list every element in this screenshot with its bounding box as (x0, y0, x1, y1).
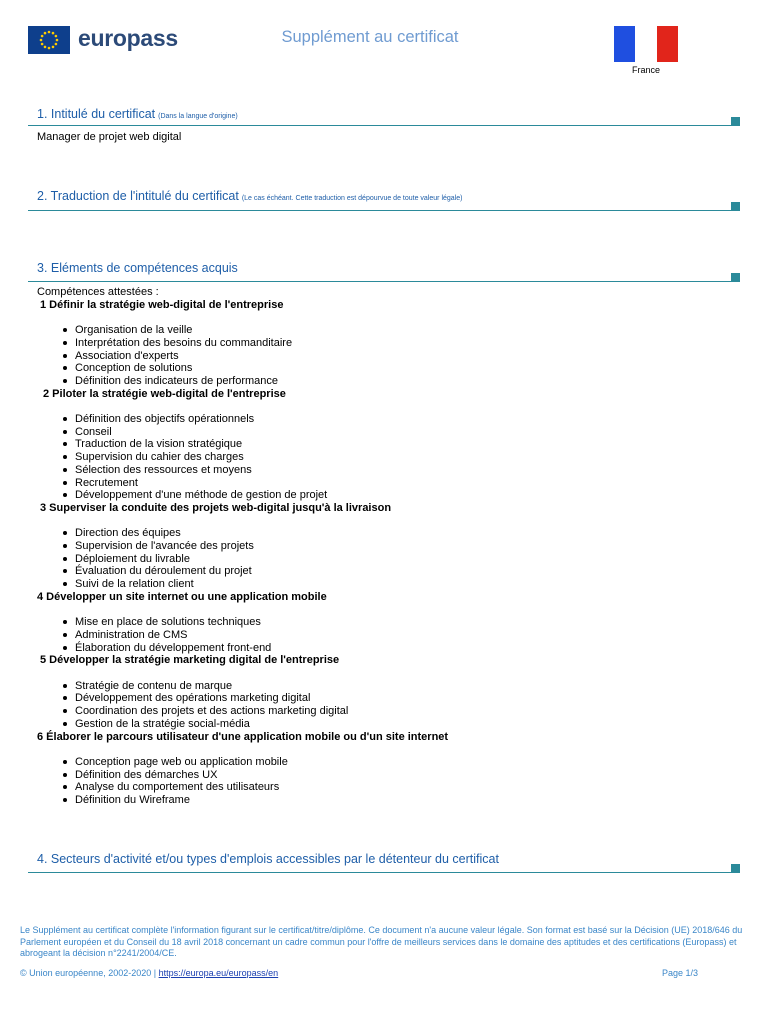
competence-block (37, 654, 717, 730)
list-item: Supervision de l'avancée des projets (37, 540, 717, 553)
page-number: Page 1/3 (662, 968, 699, 978)
list-item: Définition du Wireframe (37, 794, 717, 807)
list-item: Gestion de la stratégie social-média (37, 718, 717, 731)
competence-block (37, 731, 717, 807)
list-item: Déploiement du livrable (37, 553, 717, 566)
competence-block (37, 502, 717, 591)
list-item: Analyse du comportement des utilisateurs (37, 781, 717, 794)
section-2-heading: 2. Traduction de l'intitulé du certificat (37, 189, 239, 203)
competence-block (37, 299, 717, 388)
competence-items (37, 680, 717, 731)
list-item: Définition des indicateurs de performance (37, 375, 717, 388)
competence-items (37, 527, 717, 591)
list-item: Conception de solutions (37, 362, 717, 375)
section-2-marker (731, 202, 740, 211)
certificate-title-value: Manager de projet web digital (37, 131, 182, 143)
list-item: Stratégie de contenu de marque (37, 680, 717, 693)
competence-items (37, 616, 717, 654)
list-item: Développement d'une méthode de gestion de projet (37, 489, 717, 502)
list-item: Supervision du cahier des charges (37, 451, 717, 464)
list-item: Développement des opérations marketing digital (37, 692, 717, 705)
list-item: Suivi de la relation client (37, 578, 717, 591)
section-3-title: 3. Eléments de compétences acquis (37, 261, 238, 275)
list-item: Définition des objectifs opérationnels (37, 413, 717, 426)
europass-link[interactable]: https://europa.eu/europass/en (158, 968, 279, 978)
footer-copyright (20, 968, 278, 978)
competences-list (37, 286, 717, 807)
list-item: Organisation de la veille (37, 324, 717, 337)
section-1-divider (28, 125, 740, 126)
competence-block-title: 3 Superviser la conduite des projets web-digital jusqu'à la livraison (40, 501, 392, 514)
list-item: Traduction de la vision stratégique (37, 438, 717, 451)
eu-stars-icon (28, 26, 70, 54)
list-item: Direction des équipes (37, 527, 717, 540)
section-1-title (37, 107, 238, 121)
section-4-title: 4. Secteurs d'activité et/ou types d'emplois accessibles par le détenteur du certificat (37, 852, 499, 866)
competence-items (37, 324, 717, 388)
section-1-marker (731, 117, 740, 126)
section-1-note: (Dans la langue d'origine) (158, 113, 238, 120)
section-4-divider (28, 872, 740, 873)
list-item: Administration de CMS (37, 629, 717, 642)
competence-block-title: 6 Élaborer le parcours utilisateur d'une application mobile ou d'un site internet (37, 730, 449, 743)
copyright-text: © Union européenne, 2002-2020 | (20, 968, 157, 978)
competence-block-title: 1 Définir la stratégie web-digital de l'entreprise (40, 298, 284, 311)
section-3-marker (731, 273, 740, 282)
competence-block (37, 388, 717, 502)
competence-blocks (37, 299, 717, 807)
country-label: France (631, 65, 660, 75)
section-3-divider (28, 281, 740, 282)
footer-legal-note: Le Supplément au certificat complète l'information figurant sur le certificat/titre/diplôme. Ce document n'a aucune valeur légale. Son format est basé sur la Décision (UE) 2018/646 du Parlement européen et du Conseil du 18 avril 2018 concernant un cadre commun pour l'offre de meilleurs services dans le domaine des aptitudes et des certifications (Europass) et abrogeant la décision n°2241/2004/CE. (20, 925, 743, 958)
competences-intro: Compétences attestées : (37, 286, 159, 298)
list-item: Coordination des projets et des actions marketing digital (37, 705, 717, 718)
competence-items (37, 413, 717, 502)
list-item: Conception page web ou application mobile (37, 756, 717, 769)
competence-block-title: 2 Piloter la stratégie web-digital de l'entreprise (43, 387, 286, 400)
list-item: Définition des démarches UX (37, 769, 717, 782)
eu-flag-icon (28, 26, 70, 54)
competence-items (37, 756, 717, 807)
list-item: Sélection des ressources et moyens (37, 464, 717, 477)
section-2-title (37, 189, 462, 203)
list-item: Recrutement (37, 477, 717, 490)
competence-block (37, 591, 717, 655)
list-item: Interprétation des besoins du commanditaire (37, 337, 717, 350)
europass-logo-text: europass (78, 25, 178, 51)
list-item: Conseil (37, 426, 717, 439)
france-flag-icon (614, 26, 678, 62)
list-item: Élaboration du développement front-end (37, 642, 717, 655)
list-item: Évaluation du déroulement du projet (37, 565, 717, 578)
page-title: Supplément au certificat (281, 28, 459, 46)
section-2-note: (Le cas échéant. Cette traduction est dépourvue de toute valeur légale) (241, 195, 463, 202)
section-4-marker (731, 864, 740, 873)
competence-block-title: 4 Développer un site internet ou une application mobile (37, 590, 327, 603)
competence-block-title: 5 Développer la stratégie marketing digital de l'entreprise (40, 654, 340, 667)
section-2-divider (28, 210, 740, 211)
list-item: Association d'experts (37, 350, 717, 363)
section-1-heading: 1. Intitulé du certificat (37, 107, 156, 121)
list-item: Mise en place de solutions techniques (37, 616, 717, 629)
